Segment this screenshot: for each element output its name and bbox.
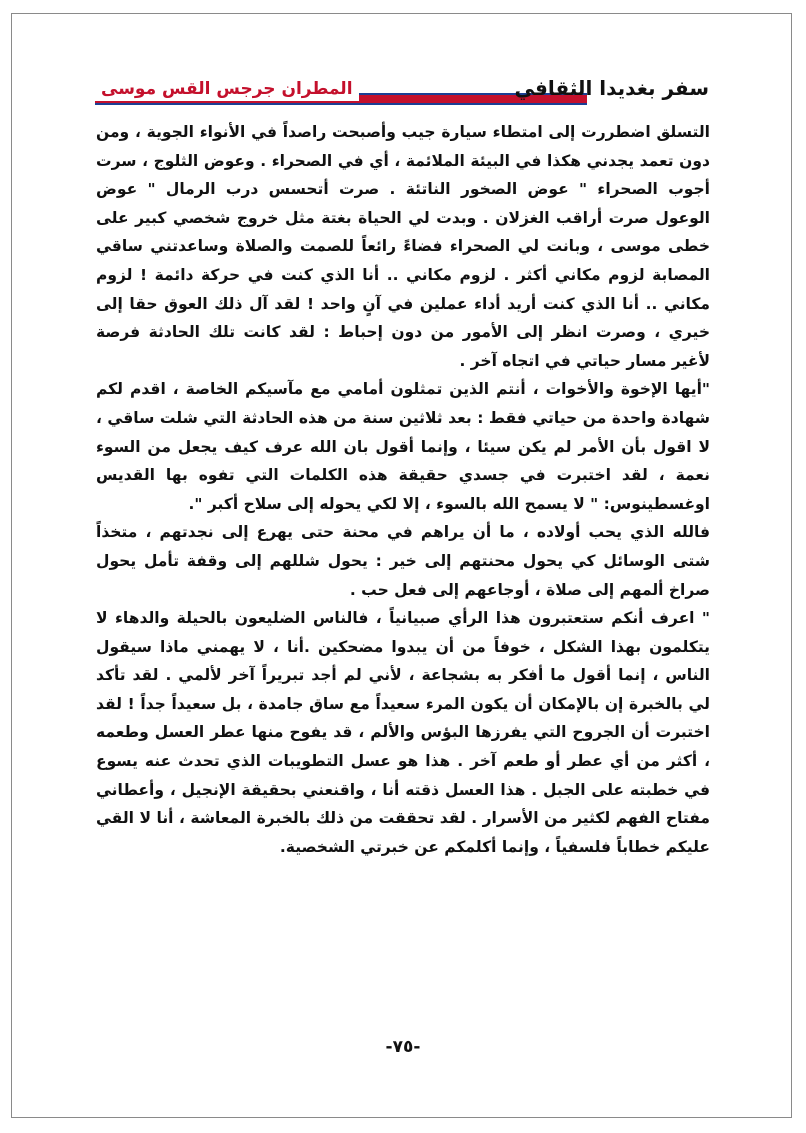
paragraph: فالله الذي يحب أولاده ، ما أن يراهم في محنة حتى يهرع إلى نجدتهم ، متخذاً شتى الوسائل كي يحول محنتهم إلى خير : يحول شللهم إلى وقفة تأمل يحول صراخ ألمهم إلى صلاة ، أوجاعهم إلى فعل حب . xyxy=(96,523,710,599)
body-text xyxy=(96,118,710,861)
paragraph: التسلق اضطررت إلى امتطاء سيارة جيب وأصبحت راصداً في الأنواء الجوية ، ومن دون تعمد يجدني هكذا في البيئة الملائمة ، أي في الصحراء . وعوض الثلوج ، سرت أجوب الصحراء " عوض الصخور الناتئة . صرت أتحسس درب الرمال " عوض الوعول صرت أراقب الغزلان . وبدت لي الحياة بغتة مثل خروج شخصي كبير على خطى موسى ، وبانت لي الصحراء فضاءً رائعاً للصمت والصلاة وساعدتني ساقي المصابة لزوم مكاني أكثر . لزوم مكاني .. أنا الذي كنت في حركة دائمة ! لزوم مكاني .. أنا الذي كنت أريد أداء عملين في آنٍ واحد ! لقد آل ذلك العوق حقا إلى خيري ، وصرت انظر إلى الأمور من دون إحباط : لقد كانت تلك الحادثة فرصة لأغير مسار حياتي في اتجاه آخر . xyxy=(96,123,710,370)
page-number: -٧٥- xyxy=(385,1037,421,1057)
header-book-title: سفر بغديدا الثقافي xyxy=(514,76,709,100)
running-header xyxy=(95,76,709,106)
paragraph: " اعرف أنكم ستعتبرون هذا الرأي صبيانياً ، فالناس الضليعون بالحيلة والدهاء لا يتكلمون بهذا الشكل ، خوفاً من أن يبدوا مضحكين .أنا ، لا يهمني ماذا سيقول الناس ، إنما أقول ما أفكر به بشجاعة ، لأني لم أجد تبريراً آخر لألمي . لقد تأكد لي بالخبرة إن بالإمكان أن يكون المرء سعيداً مع ساق جامدة ، بل سعيداً جداً ! لقد اختبرت أن الجروح التي يفرزها البؤس والألم ، قد يفوح منها عطر العسل وطعمه ، أكثر من أي عطر أو طعم آخر . هذا هو عسل التطويبات الذي تحدث عنه يسوع في خطبته على الجبل . هذا العسل ذقته أنا ، واقنعني بحقيقة الإنجيل ، وأعطاني مفتاح الفهم لكثير من الأسرار . لقد تحققت من ذلك بالخبرة المعاشة ، أنا لا القي عليكم خطاباً فلسفياً ، وإنما أكلمكم عن خبرتي الشخصية. xyxy=(96,609,710,856)
header-author: المطران جرجس القس موسى xyxy=(95,79,359,101)
paragraph: "أيها الإخوة والأخوات ، أنتم الذين تمثلون أمامي مع مآسيكم الخاصة ، اقدم لكم شهادة واحدة من حياتي فقط : بعد ثلاثين سنة من هذه الحادثة التي شلت ساقي ، لا اقول بأن الأمر لم يكن سيئا ، وإنما أقول بان الله عرف كيف يجعل من السوء نعمة ، لقد اختبرت في جسدي حقيقة هذه الكلمات التي تفوه بها القديس اوغسطينوس: " لا يسمح الله بالسوء ، إلا لكي يحوله إلى سلاح أكبر ". xyxy=(96,380,710,513)
